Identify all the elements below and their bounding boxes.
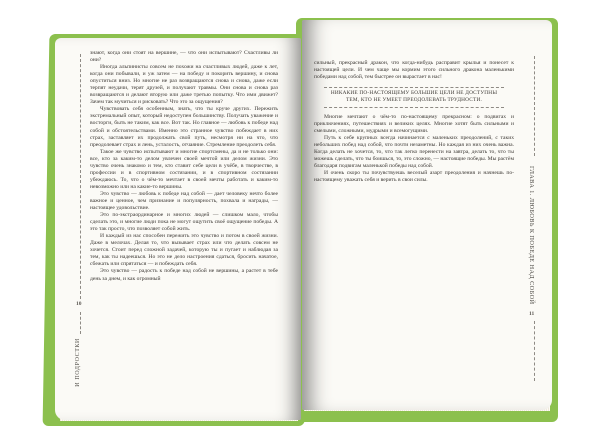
paragraph: Многие мечтают о чём-то по-настоящему прекрасном: о подвигах и приключениях, путешествиях и великих целях. Многие хотят быть сильными и смелыми, сложными, мудрыми и всемогущими. [314,113,514,134]
open-book [46,8,556,429]
margin-rule-top [80,54,81,299]
callout-text: НИКАКИЕ ПО-НАСТОЯЩЕМУ БОЛЬШИЕ ЦЕЛИ НЕ ДОСТУПНЫ ТЕМ, КТО НЕ УМЕЕТ ПРЕОДОЛЕВАТЬ ТРУДНОСТИ. [330,90,498,104]
right-page-body [314,60,514,184]
margin-rule-bottom [80,312,81,334]
callout-rule-bottom [324,107,504,108]
callout-rule-top [324,87,504,88]
margin-rule-right-bottom [534,321,535,381]
paragraph: Это по-экстраординарное и многих людей — слишком мало, чтобы сделать это, и многие люди пока не могут ощутить своё ощущение победы. А это так просто, что позволяет собой жить. [90,212,278,233]
left-page-body [90,50,278,283]
paragraph: Это чувство — радость к победе над собой не вершины, а растет в тебе день за днем, и как огромный [90,268,278,282]
running-head-right: ГЛАВА 1. ЛЮБОВЬ К ПОБЕДЕ НАД СОБОЙ [528,166,535,305]
paragraph: сильный, прекрасный дракон, что когда-нибудь расправит крылья и понесет к настоящей цели. И чем чаще мы кормим этого сильного дракона маленькими победами над собой, тем быстрее он вырастает в нас! [314,60,514,81]
paragraph: И каждый из нас способен пережить это чувство и потом в своей жизни. Даже в мелочах. Делая то, что вызывает страх или что делать совсем не хочется. Стоит перед сложной задачей, которую ты и пугает и наблюдая за тем, как ты надеешься. Но это не дело настроения сдаться, бросить начатое, сбежать или спрятаться — и побеждать себя. [90,233,278,268]
callout-box [324,87,504,107]
paragraph: Это чувство — любовь к победе над собой — дает человеку нечто более важное и ценное, чем признание и популярность, похвала и награды, — настоящее удовольствие. [90,190,278,212]
paragraph: Путь к себе крупных всегда начинается с маленьких преодолений, с таких небольших побед над собой, что почти незаметны. Но каждая из них очень важна. Когда делать не хочется, то, что так легко перенести на завтра, делать то, что ты можешь сделать, что ты боишься, то, это сложно, — настоящие победы. Мы растём благодаря подвигам маленькой победы над собой. [314,134,514,169]
paragraph: Иногда альпинисты совсем не похожи на счастливых людей, даже к лет, когда они побывали, и уж затем — на победу и покорить вершину, и снова опуститься вниз. Но многие не раз возвращаются снова и снова, даже если терпят неудачи, терят друзей, и получают травмы. Они снова и снова раз возвращаются и делают вторую или даже третью попытку. Что ими движет? Зачем так мучиться и рисковать? Что это за ощущения? [90,64,278,106]
paragraph: знают, когда они стоят на вершине, — что они испытывают? Счастливы ли они? [90,50,278,64]
margin-rule-right-top [534,56,535,156]
page-number-left: 10 [76,301,82,307]
paragraph: Такое же чувство испытывают и многие спортсмены, да и не только они: все, кто за каким-то делом увлечен своей мечтой или делом жизни. Это чувство очень знакомо и тем, кто ставит себе цели в учёбе, в творчестве, в профессии и в спортивном состязании, и в спортивном состязании убеждаюсь. То, что о чём-то мечтает в своей мечты работать и каким-то невозможно или на какие-то вершины. [90,148,278,190]
running-head-left: И ПОДРОСТКИ [75,338,81,387]
paragraph: И очень скоро ты почувствуешь веселый азарт преодоления и начнешь по-настоящему уважать себя и верить в свои силы. [314,169,514,183]
paragraph: Чувствовать себя особенным, знать, что ты круче других. Пережить экстремальный опыт, который недоступен большинству. Получать уважение и восторги, быть не таким, как все. Вот так. Но главное — любовь к победе над собой и обстоятельствами. Именно это странное чувство побеждает в них страх, заставляет их продолжать свой путь, несмотря ни на что, что преодолевает страх и лень, усталость, отчаяние. Стремление преодолеть себя. [90,106,278,148]
page-number-right: 11 [529,311,535,317]
